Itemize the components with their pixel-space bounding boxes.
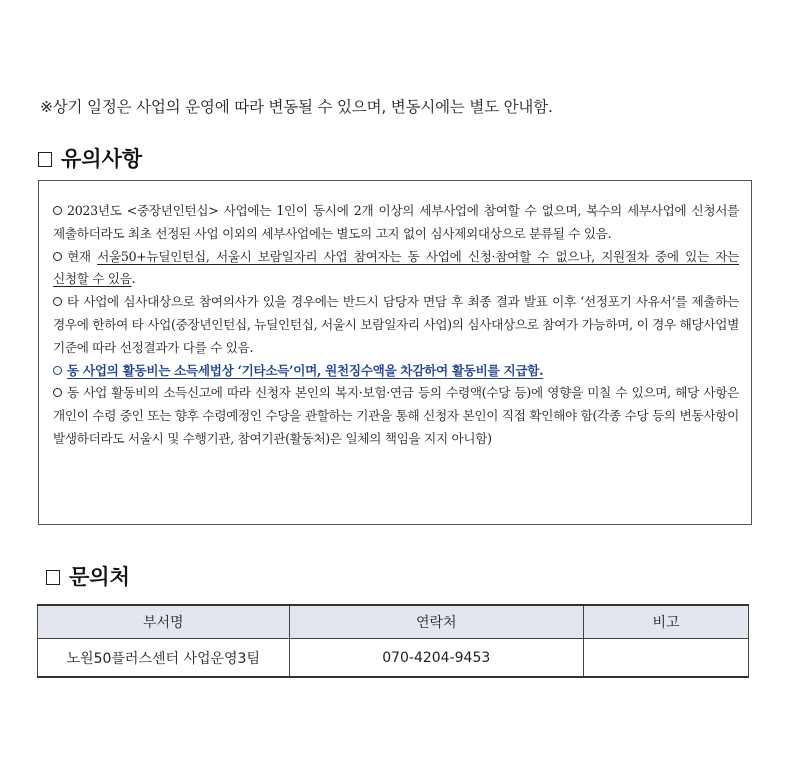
header-remarks: 비고 bbox=[583, 605, 748, 639]
caution-item-2 bbox=[53, 246, 739, 292]
caution-notice-box bbox=[38, 180, 752, 525]
contact-section-heading bbox=[46, 561, 130, 591]
header-department: 부서명 bbox=[38, 605, 290, 639]
caution-section-title: 유의사항 bbox=[61, 147, 143, 171]
circle-bullet-icon bbox=[53, 366, 62, 375]
schedule-change-notice: ※상기 일정은 사업의 운영에 따라 변동될 수 있으며, 변동시에는 별도 안내함. bbox=[40, 98, 553, 116]
checkbox-square-icon bbox=[38, 152, 52, 167]
caution-item-text: 2023년도 <중장년인턴십> 사업에는 1인이 동시에 2개 이상의 세부사업에 참여할 수 없으며, 복수의 세부사업에 신청서를 제출하더라도 최초 선정된 사업 이외의 세부사업에는 별도의 고지 없이 심사제외대상으로 분류될 수 있음. bbox=[53, 203, 739, 241]
caution-item-text: 타 사업에 심사대상으로 참여의사가 있을 경우에는 반드시 담당자 면담 후 최종 결과 발표 이후 ‘선정포기 사유서’를 제출하는 경우에 한하여 타 사업(중장년인턴십, 뉴딜인턴십, 서울시 보람일자리 사업)의 심사대상으로 참여가 가능하며, 이 경우 해당사업별 기준에 따라 선정결과가 다를 수 있음. bbox=[53, 294, 739, 355]
caution-item-suffix: . bbox=[131, 271, 136, 287]
contact-table bbox=[37, 604, 749, 678]
table-header-row bbox=[38, 605, 749, 639]
caution-item-underlined-text: 동 사업의 활동비는 소득세법상 ‘기타소득’이며, 원천징수액을 차감하여 활동비를 지급함. bbox=[67, 362, 544, 378]
cell-phone: 070-4204-9453 bbox=[289, 639, 583, 678]
caution-item-4-highlight bbox=[53, 360, 739, 383]
checkbox-square-icon bbox=[46, 570, 60, 585]
caution-item-prefix: 현재 bbox=[67, 248, 98, 264]
caution-item-1 bbox=[53, 200, 739, 246]
circle-bullet-icon bbox=[53, 297, 62, 306]
caution-item-5 bbox=[53, 382, 739, 450]
circle-bullet-icon bbox=[53, 206, 62, 215]
caution-item-3 bbox=[53, 291, 739, 359]
table-row bbox=[38, 639, 749, 678]
circle-bullet-icon bbox=[53, 388, 62, 397]
circle-bullet-icon bbox=[53, 252, 62, 261]
contact-section-title: 문의처 bbox=[69, 565, 130, 589]
cell-department: 노원50플러스센터 사업운영3팀 bbox=[38, 639, 290, 678]
caution-item-underlined-text: 서울50+뉴딜인턴십, 서울시 보람일자리 사업 참여자는 동 사업에 신청·참여할 수 없으나, 지원절차 중에 있는 자는 신청할 수 있음 bbox=[53, 248, 740, 287]
caution-section-heading bbox=[38, 143, 142, 173]
header-contact: 연락처 bbox=[289, 605, 583, 639]
caution-item-text: 동 사업 활동비의 소득신고에 따라 신청자 본인의 복지·보험·연금 등의 수령액(수당 등)에 영향을 미칠 수 있으며, 해당 사항은 개인이 수령 중인 또는 향후 수령예정인 수당을 관할하는 기관을 통해 신청자 본인이 직접 확인해야 함(각종 수당 등의 변동사항이 발생하더라도 서울시 및 수행기관, 참여기관(활동처)은 일체의 책임을 지지 아니함) bbox=[53, 385, 739, 446]
cell-remarks bbox=[583, 639, 748, 678]
